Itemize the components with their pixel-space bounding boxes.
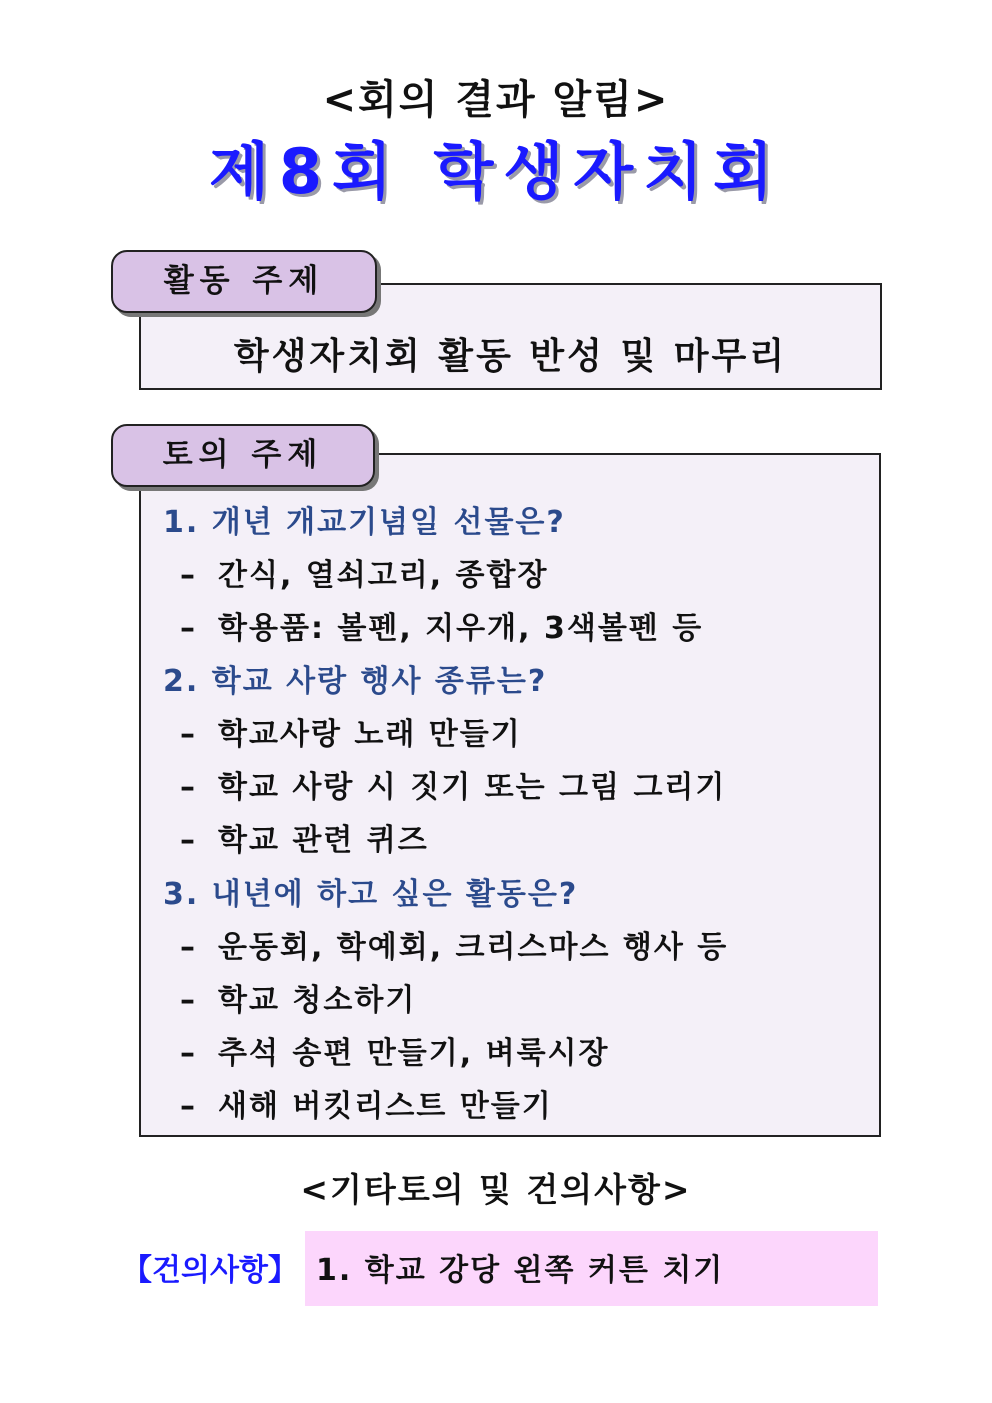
dash-icon: – [180, 930, 197, 965]
list-item-text: 새해 버킷리스트 만들기 [218, 1089, 553, 1124]
list-item [180, 709, 522, 753]
dash-icon: – [180, 1089, 197, 1124]
page-title: 제8회 학생자치회 [209, 135, 783, 208]
list-item-text: 학교 관련 퀴즈 [218, 823, 429, 858]
notice-subtitle: <회의 결과 알림> [322, 77, 670, 123]
list-item-text: 학교 사랑 시 짓기 또는 그림 그리기 [218, 770, 727, 805]
discussion-topic-tag: 토의 주제 [111, 424, 375, 487]
list-item-text: 학교사랑 노래 만들기 [218, 717, 522, 752]
list-item [180, 762, 726, 806]
question-2: 2. 학교 사랑 행사 종류는? [163, 664, 548, 699]
suggestion-label: 【건의사항】 [122, 1253, 298, 1288]
list-item [180, 550, 549, 594]
list-item-text: 학교 청소하기 [218, 983, 417, 1018]
other-section-title: <기타토의 및 건의사항> [300, 1170, 692, 1209]
dash-icon: – [180, 611, 197, 646]
dash-icon: – [180, 1036, 197, 1071]
list-item [180, 1081, 553, 1125]
question-3: 3. 내년에 하고 싶은 활동은? [163, 877, 579, 912]
dash-icon: – [180, 983, 197, 1018]
suggestion-text: 1. 학교 강당 왼쪽 커튼 치기 [316, 1253, 725, 1288]
list-item [180, 1028, 610, 1072]
list-item [180, 975, 416, 1019]
list-item [180, 922, 728, 966]
dash-icon: – [180, 717, 197, 752]
dash-icon: – [180, 558, 197, 593]
activity-topic-tag: 활동 주제 [111, 250, 377, 313]
list-item-text: 추석 송편 만들기, 벼룩시장 [218, 1036, 610, 1071]
dash-icon: – [180, 823, 197, 858]
list-item-text: 간식, 열쇠고리, 종합장 [218, 558, 549, 593]
list-item [180, 815, 429, 859]
activity-topic-text: 학생자치회 활동 반성 및 마무리 [233, 336, 788, 377]
question-1: 1. 개년 개교기념일 선물은? [163, 505, 566, 540]
list-item-text: 학용품: 볼펜, 지우개, 3색볼펜 등 [218, 611, 704, 646]
list-item-text: 운동회, 학예회, 크리스마스 행사 등 [218, 930, 729, 965]
list-item [180, 603, 703, 647]
dash-icon: – [180, 770, 197, 805]
